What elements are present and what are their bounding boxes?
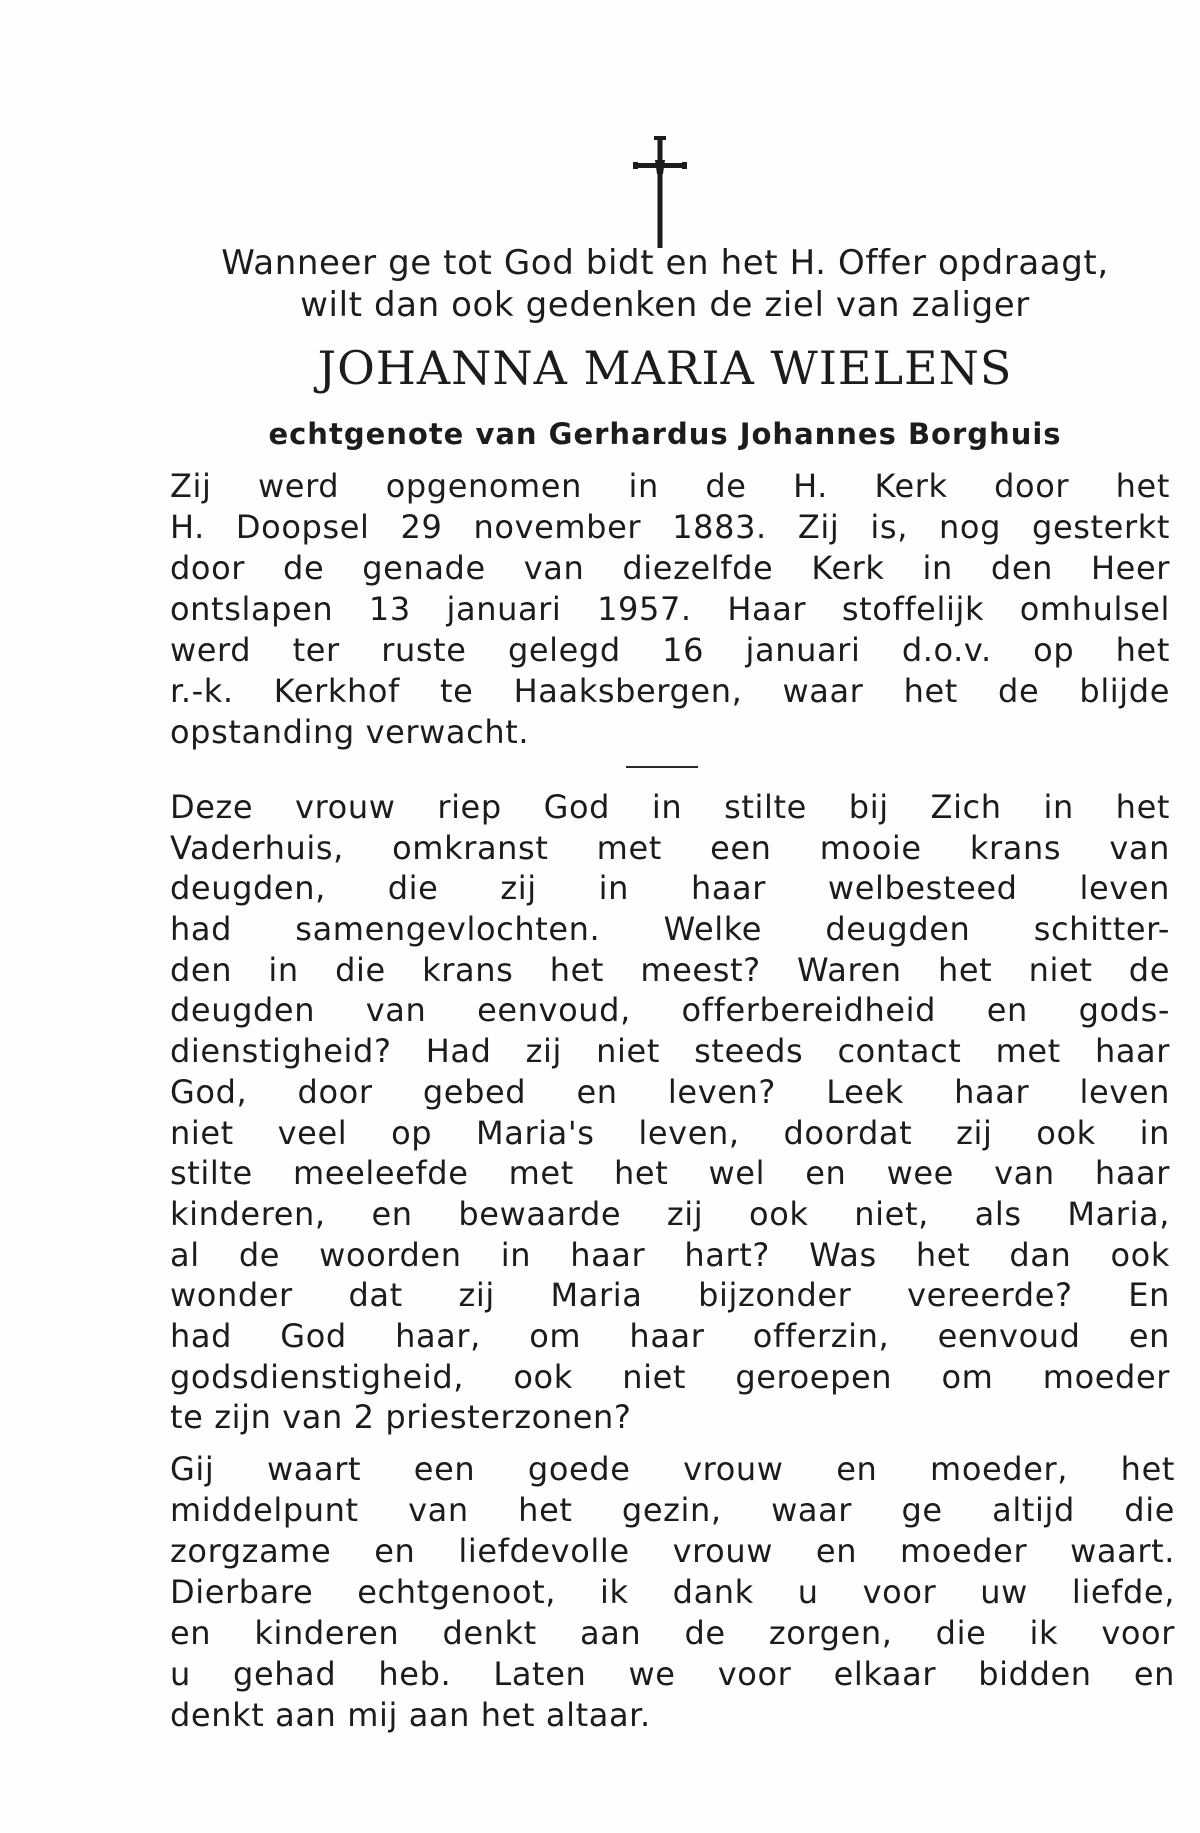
biography-paragraph — [170, 466, 1170, 753]
text-line: kinderen, en bewaarde zij ook niet, als Maria, — [170, 1194, 1170, 1233]
text-line: zorgzame en liefdevolle vrouw en moeder waart. — [170, 1532, 1175, 1570]
text-line: te zijn van 2 priesterzonen? — [170, 1398, 632, 1437]
text-line: Gij waart een goede vrouw en moeder, het — [170, 1450, 1175, 1488]
tribute-paragraph — [170, 787, 1170, 1438]
intro-text — [150, 242, 1180, 326]
text-line: werd ter ruste gelegd 16 januari d.o.v. op het — [170, 631, 1170, 669]
deceased-name: JOHANNA MARIA WIELENS — [317, 341, 1013, 395]
text-line: denkt aan mij aan het altaar. — [170, 1696, 651, 1734]
text-line: dienstigheid? Had zij niet steeds contact met haar — [170, 1032, 1170, 1071]
intro-line: Wanneer ge tot God bidt en het H. Offer opdraagt, — [221, 243, 1109, 283]
text-line: u gehad heb. Laten we voor elkaar bidden en — [170, 1655, 1175, 1693]
cross-icon — [630, 136, 690, 248]
spouse-line: echtgenote van Gerhardus Johannes Borghuis — [268, 417, 1062, 451]
text-line: niet veel op Maria's leven, doordat zij ook in — [170, 1113, 1170, 1152]
text-line: opstanding verwacht. — [170, 713, 530, 751]
text-line: deugden van eenvoud, offerbereidheid en gods- — [170, 991, 1170, 1030]
text-line: r.-k. Kerkhof te Haaksbergen, waar het de blijde — [170, 672, 1170, 710]
text-line: en kinderen denkt aan de zorgen, die ik voor — [170, 1614, 1175, 1652]
divider — [626, 766, 698, 768]
text-line: Vaderhuis, omkranst met een mooie krans van — [170, 828, 1170, 867]
intro-line: wilt dan ook gedenken de ziel van zaliger — [300, 285, 1030, 325]
text-line: deugden, die zij in haar welbesteed leven — [170, 869, 1170, 908]
text-line: stilte meeleefde met het wel en wee van haar — [170, 1154, 1170, 1193]
text-line: God, door gebed en leven? Leek haar leven — [170, 1072, 1170, 1111]
farewell-paragraph — [170, 1449, 1175, 1736]
text-line: door de genade van diezelfde Kerk in den Heer — [170, 549, 1170, 587]
text-line: Deze vrouw riep God in stilte bij Zich in het — [170, 788, 1170, 826]
text-line: H. Doopsel 29 november 1883. Zij is, nog gesterkt — [170, 508, 1170, 546]
text-line: Dierbare echtgenoot, ik dank u voor uw liefde, — [170, 1573, 1175, 1611]
text-line: godsdienstigheid, ook niet geroepen om moeder — [170, 1357, 1170, 1396]
text-line: ontslapen 13 januari 1957. Haar stoffelijk omhulsel — [170, 590, 1170, 628]
text-line: den in die krans het meest? Waren het niet de — [170, 950, 1170, 989]
text-line: wonder dat zij Maria bijzonder vereerde? En — [170, 1276, 1170, 1315]
text-line: had samengevlochten. Welke deugden schitter- — [170, 910, 1170, 949]
text-line: had God haar, om haar offerzin, eenvoud en — [170, 1316, 1170, 1355]
text-line: al de woorden in haar hart? Was het dan ook — [170, 1235, 1170, 1274]
text-line: middelpunt van het gezin, waar ge altijd die — [170, 1491, 1175, 1529]
text-line: Zij werd opgenomen in de H. Kerk door het — [170, 467, 1170, 505]
